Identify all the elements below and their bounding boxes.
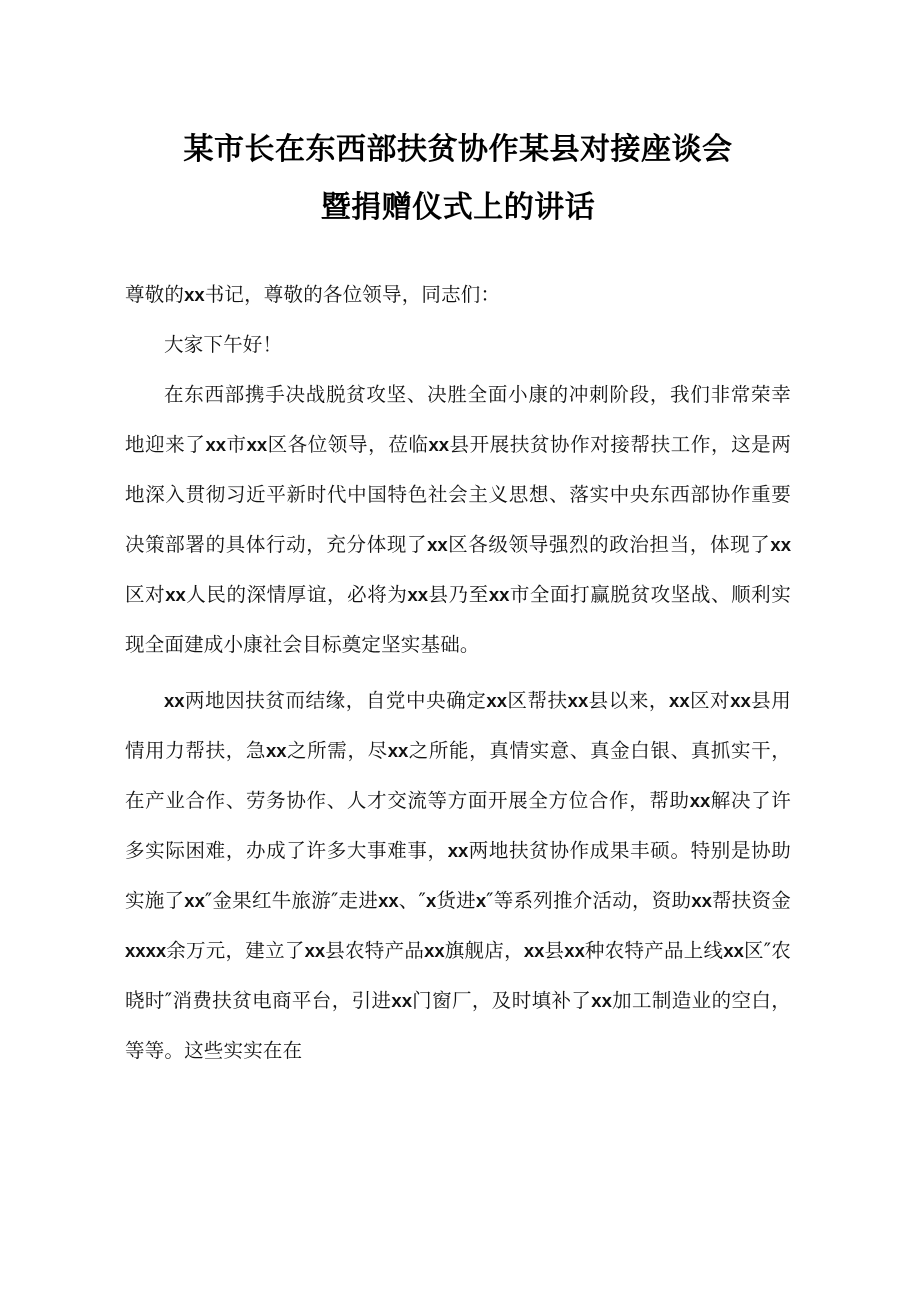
paragraph-salutation xyxy=(125,270,791,320)
redacted-token: x xyxy=(425,890,437,911)
redacted-token: xx xyxy=(770,534,791,555)
redacted-token: xx xyxy=(428,434,450,455)
text-run: 大家下午好！ xyxy=(164,333,283,356)
redacted-token: xx xyxy=(567,690,589,711)
redacted-token: xx xyxy=(266,740,287,761)
text-run: ″等系列推介活动，资助 xyxy=(486,889,692,912)
redacted-token: xx xyxy=(669,690,690,711)
redacted-token: xx xyxy=(165,584,186,605)
text-run: 人民的深情厚谊，必将为 xyxy=(185,583,408,606)
text-run: 尊敬的 xyxy=(125,283,185,306)
text-run: 加工制造业的空白，等等。这些实实在在 xyxy=(125,989,791,1062)
redacted-token: x xyxy=(475,890,487,911)
text-run: 之所需，尽 xyxy=(286,739,388,762)
text-run: 种农特产品上线 xyxy=(584,939,724,962)
text-run: 书记，尊敬的各位领导，同志们： xyxy=(204,283,501,306)
document-body xyxy=(125,0,791,1076)
text-run: 、″ xyxy=(398,889,426,912)
text-run: 市全面打赢脱贫攻坚战、顺利实现全面建成小康社会目标奠定坚实基础。 xyxy=(125,583,791,656)
redacted-token: xx xyxy=(523,940,545,961)
redacted-token: xx xyxy=(730,690,751,711)
redacted-token: xx xyxy=(391,990,412,1011)
redacted-token: xx xyxy=(424,940,445,961)
text-run: 县以来， xyxy=(588,689,670,712)
text-run: 县 xyxy=(544,939,565,962)
text-run: 余万元，建立了 xyxy=(166,939,305,962)
page-title xyxy=(125,0,791,237)
text-run: 旗舰店， xyxy=(444,939,524,962)
redacted-token: xx xyxy=(447,840,469,861)
redacted-token: xx xyxy=(164,690,185,711)
text-run: 门窗厂，及时填补了 xyxy=(411,989,592,1012)
text-run: 区对 xyxy=(689,689,731,712)
text-run: 县农特产品 xyxy=(325,939,425,962)
redacted-token: xx xyxy=(205,434,227,455)
redacted-token: xx xyxy=(407,584,429,605)
redacted-token: xx xyxy=(246,434,268,455)
paragraph-opening-remarks xyxy=(125,370,791,670)
redacted-token: xx xyxy=(591,990,612,1011)
text-run: 两地扶贫协作成果丰硕。特别是协助实施了 xyxy=(125,839,792,912)
redacted-token: xx xyxy=(486,690,507,711)
redacted-token: xx xyxy=(427,534,448,555)
text-run: 市 xyxy=(226,433,247,456)
text-run: 区″农晓时″消费扶贫电商平台，引进 xyxy=(125,939,791,1012)
redacted-token: xx xyxy=(564,940,585,961)
redacted-token: xx xyxy=(184,890,205,911)
text-run: 区帮扶 xyxy=(506,689,568,712)
text-run: 在东西部携手决战脱贫攻坚、决胜全面小康的冲刺阶段，我们非常荣幸地迎来了 xyxy=(125,383,791,456)
page-title-line-2: 暨捐赠仪式上的讲话 xyxy=(320,191,596,224)
text-run: 解决了许多实际困难，办成了许多大事难事， xyxy=(125,789,791,862)
text-run: 区对 xyxy=(125,583,166,606)
text-run: 县乃至 xyxy=(428,583,489,606)
text-run: 区各级领导强烈的政治担当，体现了 xyxy=(447,533,771,556)
redacted-token: xx xyxy=(304,940,326,961)
text-run: 帮扶资金 xyxy=(711,889,791,912)
paragraph-cooperation-results xyxy=(125,676,791,1076)
redacted-token: xxxx xyxy=(125,940,167,961)
text-run: 县用情用力帮扶，急 xyxy=(125,689,791,762)
redacted-token: xx xyxy=(691,890,712,911)
redacted-token: xx xyxy=(378,890,399,911)
redacted-token: xx xyxy=(184,284,205,305)
text-run: 两地因扶贫而结缘，自党中央确定 xyxy=(184,689,487,712)
text-run: 县开展扶贫协作对接帮扶工作，这是两地深入贯彻习近平新时代中国特色社会主义思想、落实中央东西部协作重要决策部署的具体行动，充分体现了 xyxy=(125,433,791,556)
text-run: ″金果红牛旅游″走进 xyxy=(204,889,379,912)
text-run: 货进 xyxy=(436,889,476,912)
redacted-token: xx xyxy=(689,790,711,811)
text-run: 区各位领导，莅临 xyxy=(267,433,429,456)
page-title-line-1: 某市长在东西部扶贫协作某县对接座谈会 xyxy=(183,133,733,166)
redacted-token: xx xyxy=(387,740,409,761)
paragraph-greeting xyxy=(125,320,791,370)
redacted-token: xx xyxy=(723,940,744,961)
redacted-token: xx xyxy=(488,584,510,605)
text-run: 之所能，真情实意、真金白银、真抓实干，在产业合作、劳务协作、人才交流等方面开展全方位合作，帮助 xyxy=(125,739,791,812)
